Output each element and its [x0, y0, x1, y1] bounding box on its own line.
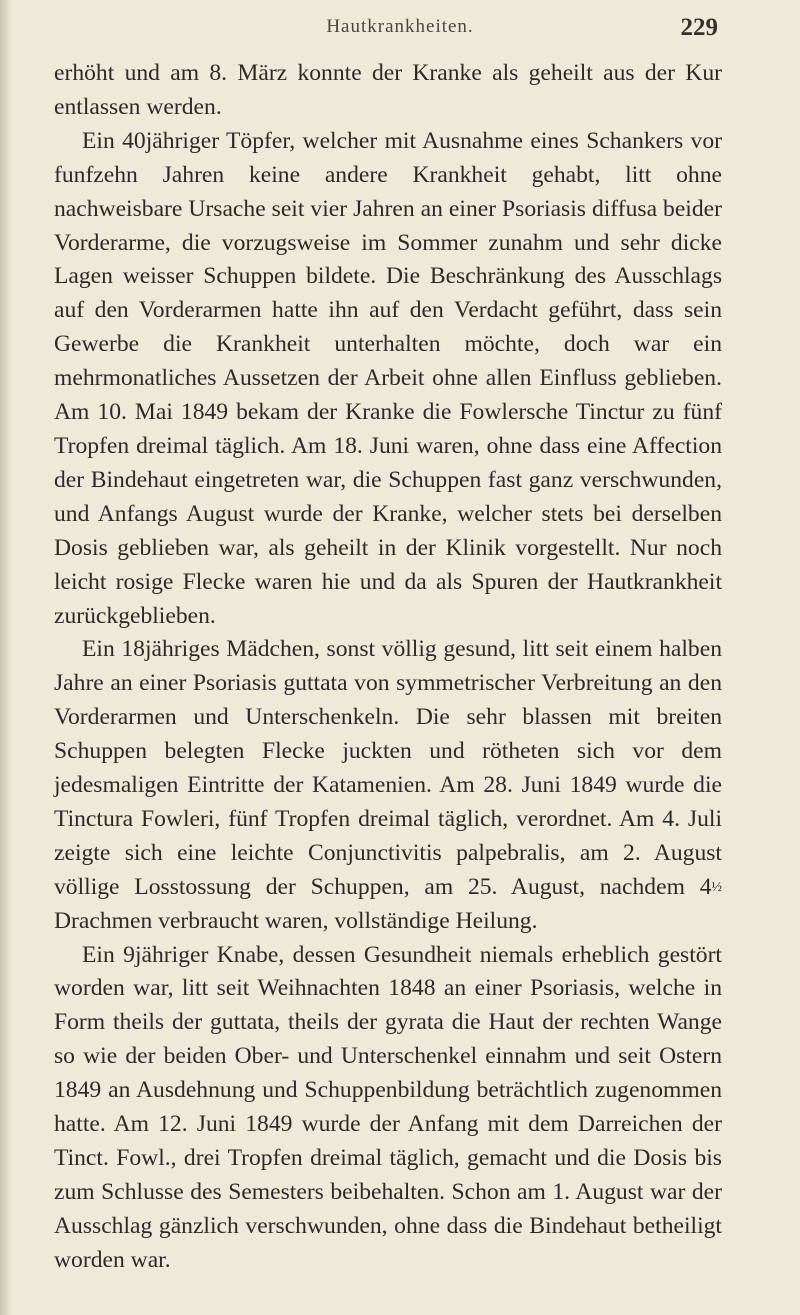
paragraph-case-potter: Ein 40jähriger Töpfer, welcher mit Ausnahme eines Schankers vor funfzehn Jahren keine andere Krankheit gehabt, litt ohne nachweisbare Ursache seit vier Jahren an einer Psoriasis diffusa beider Vorderarme, die vorzugsweise im Sommer zunahm und sehr dicke Lagen weisser Schuppen bildete. Die Beschränkung des Ausschlags auf den Vorderarmen hatte ihn auf den Verdacht geführt, dass sein Gewerbe die Krankheit unterhalten möchte, doch war ein mehrmonatliches Aussetzen der Arbeit ohne allen Einfluss geblieben. Am 10. Mai 1849 bekam der Kranke die Fowlersche Tinctur zu fünf Tropfen dreimal täglich. Am 18. Juni waren, ohne dass eine Affection der Bindehaut eingetreten war, die Schuppen fast ganz verschwunden, und Anfangs August wurde der Kranke, welcher stets bei derselben Dosis geblieben war, als geheilt in der Klinik vorgestellt. Nur noch leicht rosige Flecke waren hie und da als Spuren der Hautkrankheit zurückgeblieben. [54, 127, 722, 629]
paragraph-continuation: erhöht und am 8. März konnte der Kranke als geheilt aus der Kur entlassen werden. [54, 60, 722, 120]
body-text [54, 57, 722, 1278]
page-number: 229 [680, 14, 718, 41]
page-header [0, 14, 800, 44]
running-title: Hautkrankheiten. [326, 16, 474, 37]
paragraph-text: Drachmen verbraucht waren, vollständige Heilung. [54, 907, 538, 934]
fraction: ½ [711, 879, 722, 895]
paragraph-case-boy: Ein 9jähriger Knabe, dessen Gesundheit niemals erheblich gestört worden war, litt seit Weihnachten 1848 an einer Psoriasis, welche in Form theils der guttata, theils der gyrata die Haut der rechten Wange so wie der beiden Ober- und Unterschenkel einnahm und seit Ostern 1849 an Ausdehnung und Schuppenbildung beträchtlich zugenommen hatte. Am 12. Juni 1849 wurde der Anfang mit dem Darreichen der Tinct. Fowl., drei Tropfen dreimal täglich, gemacht und die Dosis bis zum Schlusse des Semesters beibehalten. Schon am 1. August war der Ausschlag gänzlich verschwunden, ohne dass die Bindehaut betheiligt worden war. [54, 941, 722, 1273]
binding-shadow [0, 0, 12, 1315]
paragraph-text: Ein 18jähriges Mädchen, sonst völlig gesund, litt seit einem halben Jahre an einer Psoriasis guttata von symmetrischer Verbreitung an den Vorderarmen und Unterschenkeln. Die sehr blassen mit breiten Schuppen belegten Flecke juckten und rötheten sich vor dem jedesmaligen Eintritte der Katamenien. Am 28. Juni 1849 wurde die Tinctura Fowleri, fünf Tropfen dreimal täglich, verordnet. Am 4. Juli zeigte sich eine leichte Conjunctivitis palpebralis, am 2. August völlige Losstossung der Schuppen, am 25. August, nachdem 4 [54, 636, 722, 900]
paragraph-case-girl [54, 633, 722, 938]
